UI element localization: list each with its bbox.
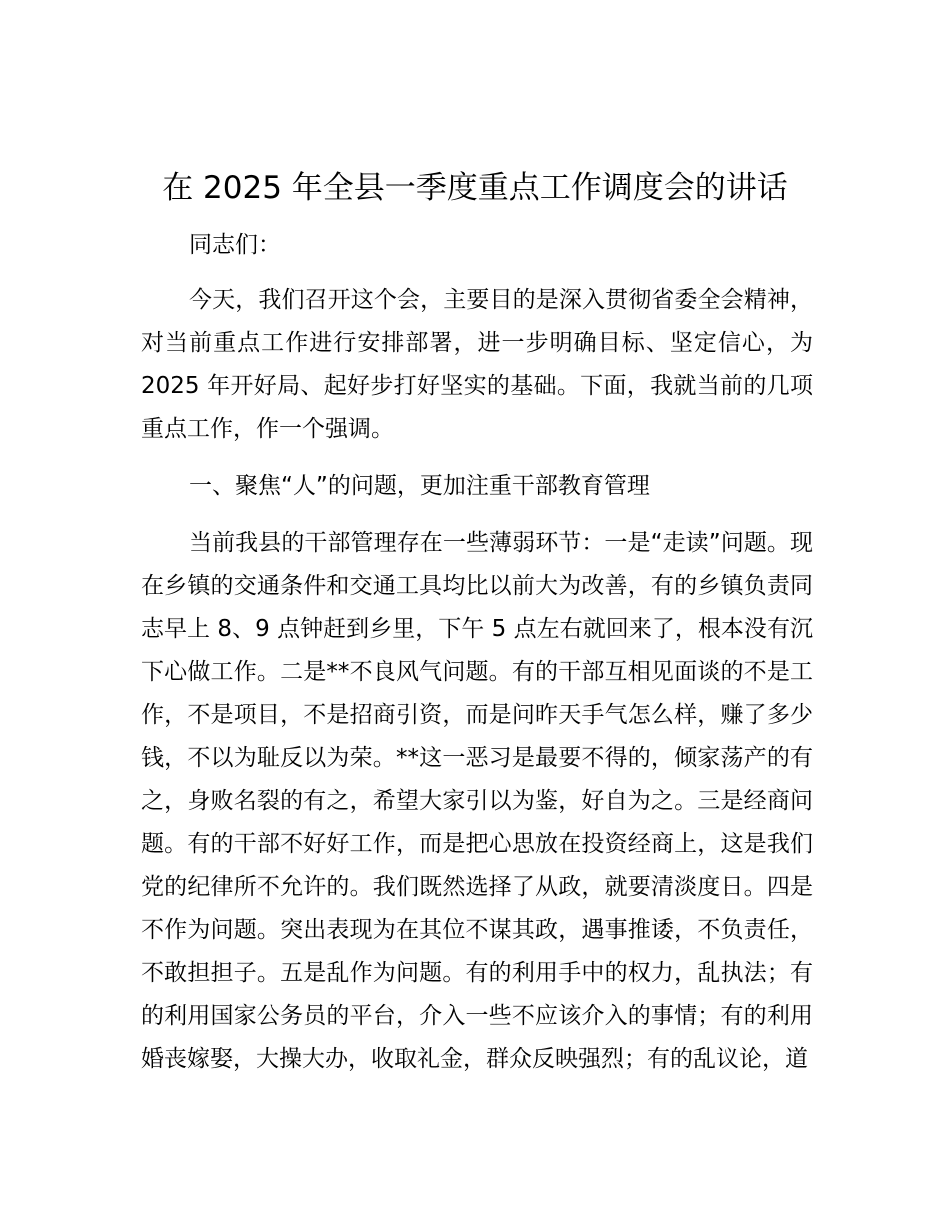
document-title: 在 2025 年全县一季度重点工作调度会的讲话 xyxy=(162,170,788,206)
salutation: 同志们： xyxy=(189,232,281,258)
section-heading: 一、聚焦“人”的问题，更加注重干部教育管理 xyxy=(189,473,650,499)
section-paragraph: 当前我县的干部管理存在一些薄弱环节：一是“走读”问题。现在乡镇的交通条件和交通工具均比以前大为改善，有的乡镇负责同志早上 8、9 点钟赶到乡里，下午 5 点左右就回来了，根本没有沉下心做工作。二是**不良风气问题。有的干部互相见面谈的不是工作，不是项目，不是招商引资，而是问昨天手气怎么样，赚了多少钱，不以为耻反以为荣。**这一恶习是最要不得的，倾家荡产的有之，身败名裂的有之，希望大家引以为鉴，好自为之。三是经商问题。有的干部不好好工作，而是把心思放在投资经商上，这是我们党的纪律所不允许的。我们既然选择了从政，就要清淡度日。四是不作为问题。突出表现为在其位不谋其政，遇事推诿，不负责任，不敢担担子。五是乱作为问题。有的利用手中的权力，乱执法；有的利用国家公务员的平台，介入一些不应该介入的事情；有的利用婚丧嫁娶，大操大办，收取礼金，群众反映强烈；有的乱议论，道 xyxy=(141,530,813,1072)
document-body xyxy=(141,224,813,1095)
intro-paragraph: 今天，我们召开这个会，主要目的是深入贯彻省委全会精神，对当前重点工作进行安排部署，进一步明确目标、坚定信心，为 2025 年开好局、起好步打好坚实的基础。下面，我就当前的几项重点工作，作一个强调。 xyxy=(141,287,813,442)
